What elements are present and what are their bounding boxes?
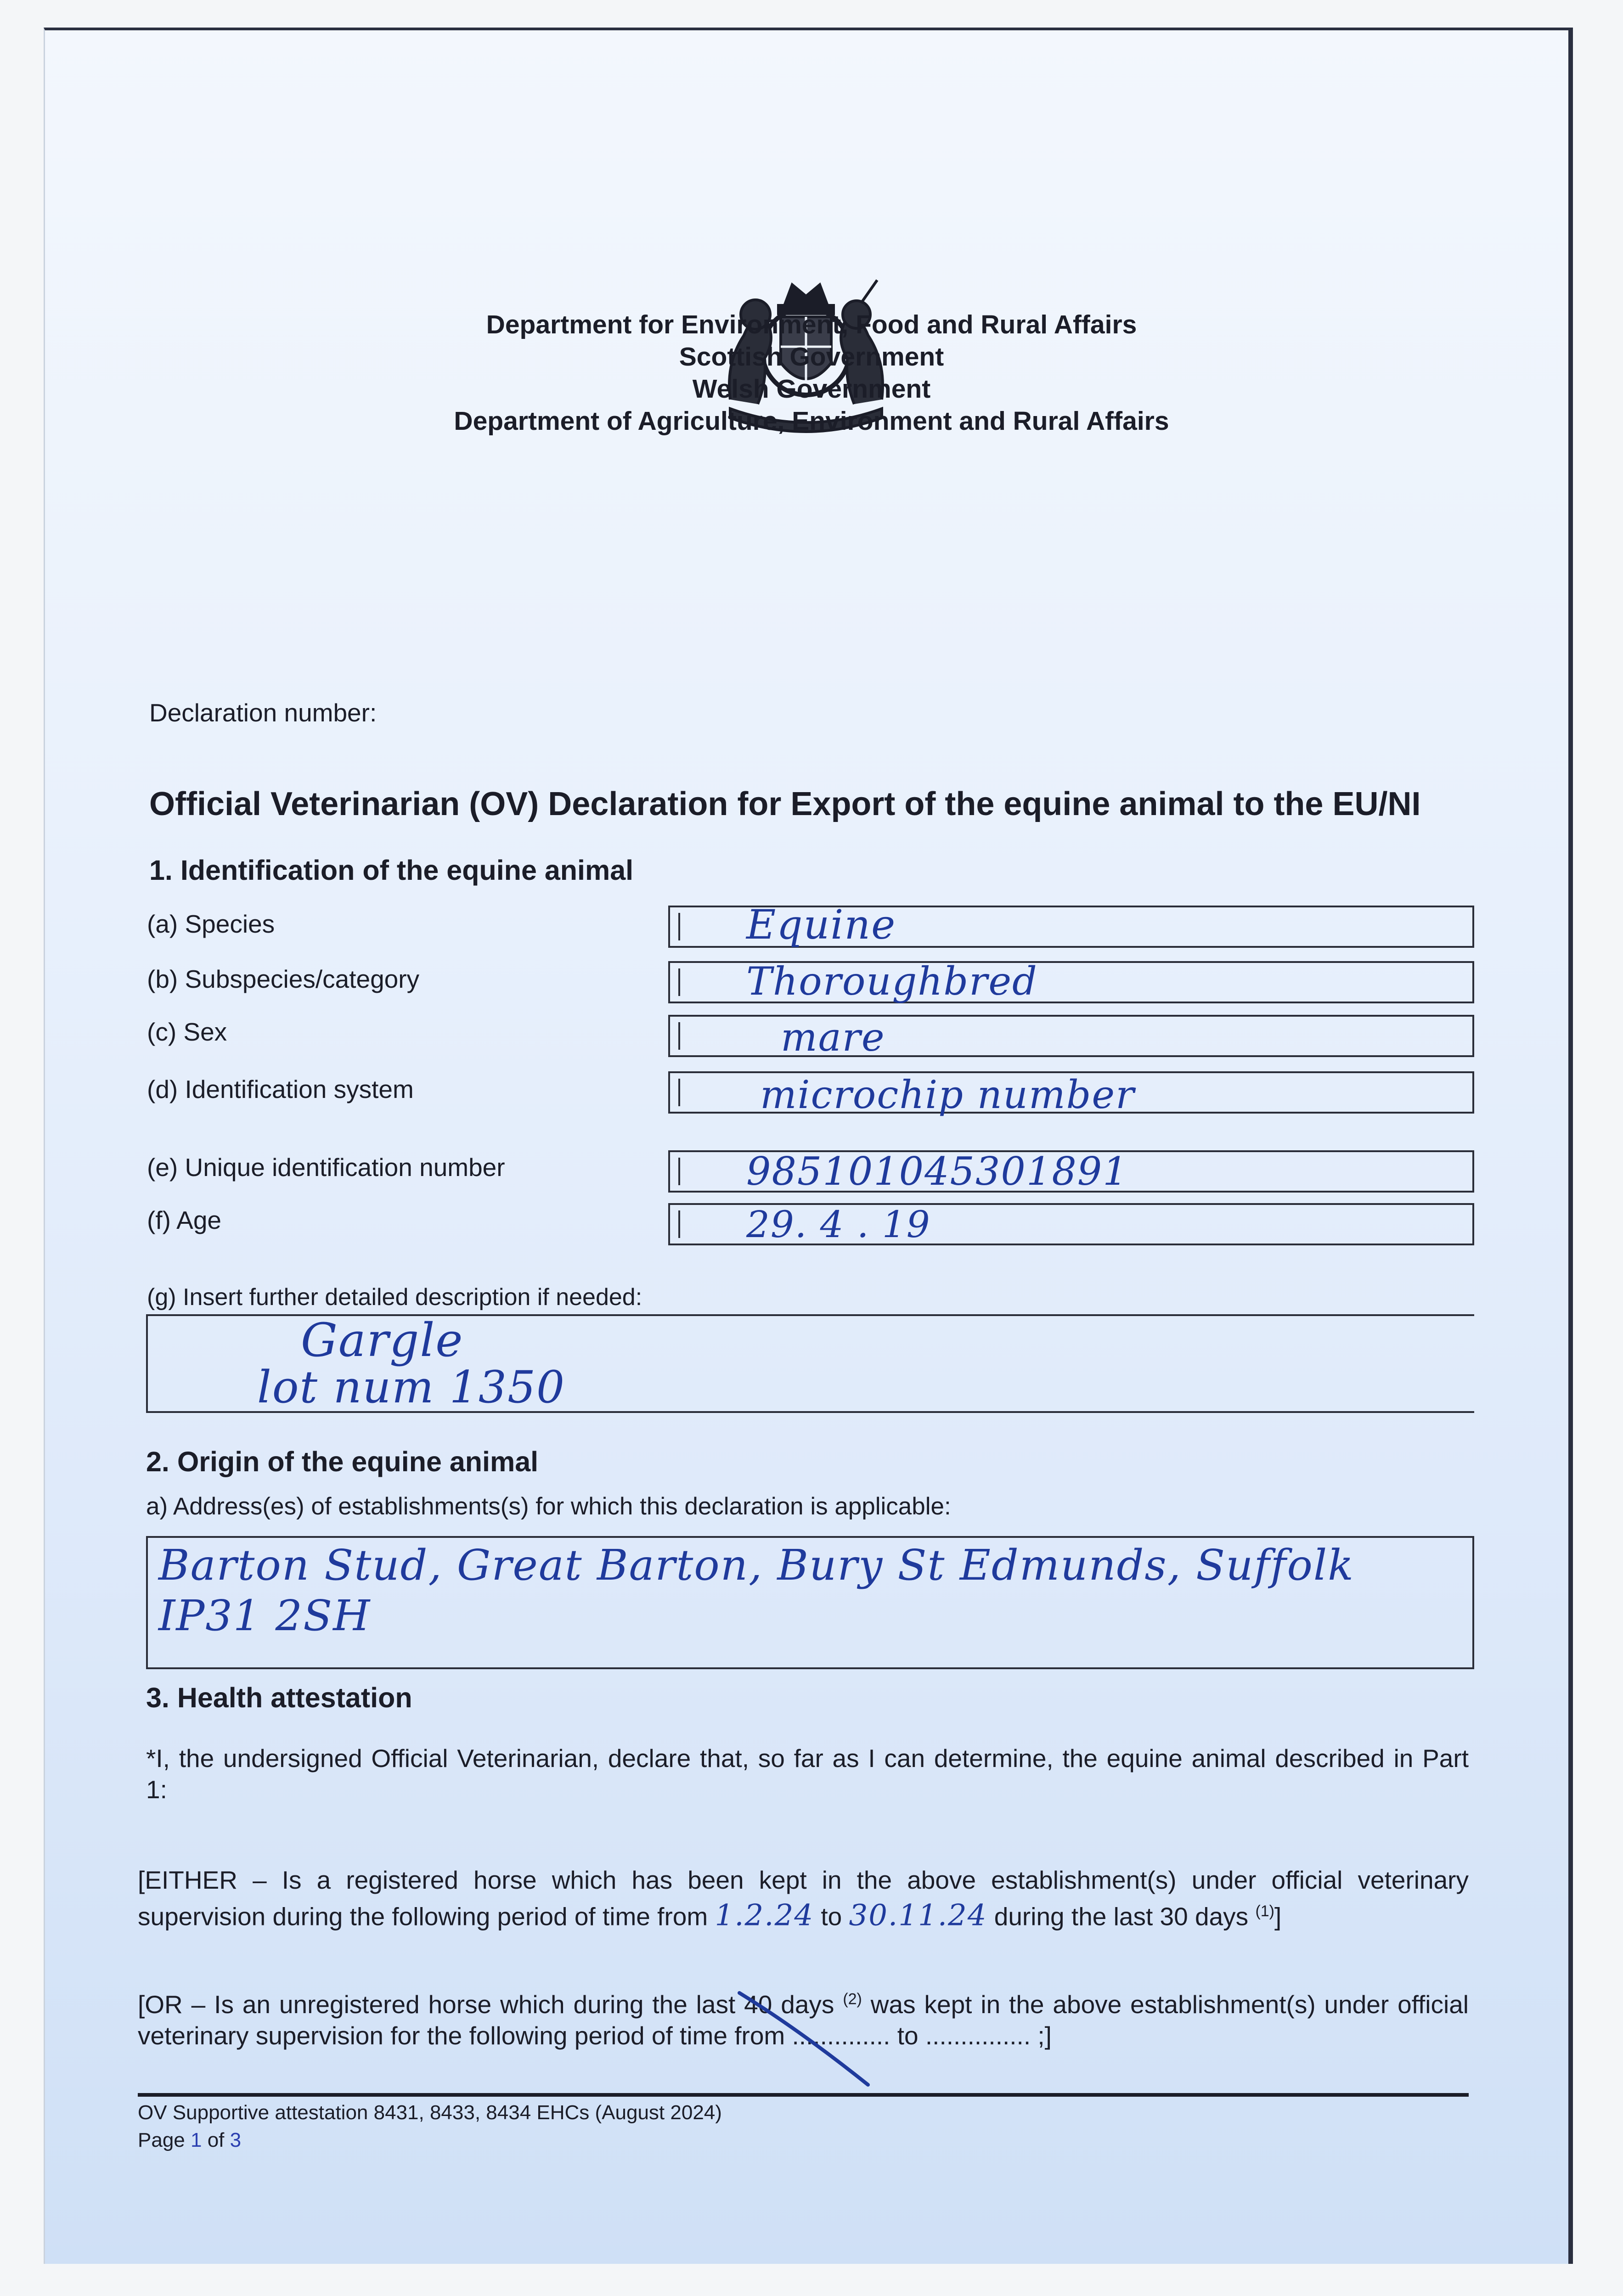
either-paragraph <box>138 1864 1469 1932</box>
species-label: (a) Species <box>147 910 275 938</box>
either-line2 <box>138 1896 1469 1932</box>
page-mid: of <box>202 2129 230 2151</box>
either-line2-text: supervision during the following period of time from <box>138 1902 708 1931</box>
footnote-1: (1) <box>1255 1902 1275 1920</box>
or-line2: veterinary supervision for the following period of time from .............. to ............... ;] <box>138 2021 1052 2050</box>
further-description-label: (g) Insert further detailed description if needed: <box>147 1284 642 1311</box>
department-welsh-government: Welsh Government <box>692 374 931 404</box>
further-description-line1: Gargle <box>301 1313 464 1367</box>
either-line1: [EITHER – Is a registered horse which has been kept in the above establishment(s) under official veterinary <box>138 1866 1469 1894</box>
either-to-word: to <box>821 1902 842 1931</box>
address-line2: IP31 2SH <box>158 1591 371 1640</box>
declaration-number-label: Declaration number: <box>149 698 377 727</box>
section3-heading: 3. Health attestation <box>146 1682 412 1713</box>
age-value: 29. 4 . 19 <box>746 1203 931 1246</box>
page-title: Official Veterinarian (OV) Declaration for Export of the equine animal to the EU/NI <box>149 786 1421 822</box>
either-line2-end: during the last 30 days <box>994 1902 1249 1931</box>
or-line1-end: was kept in the above establishment(s) under official <box>870 1990 1469 2019</box>
either-from-date: 1.2.24 <box>715 1898 814 1933</box>
strike-through-mark <box>730 1988 877 2089</box>
address-line1: Barton Stud, Great Barton, Bury St Edmunds, Suffolk <box>158 1541 1355 1590</box>
department-scottish-government: Scottish Government <box>679 342 944 371</box>
address-label: a) Address(es) of establishments(s) for which this declaration is applicable: <box>146 1493 951 1520</box>
species-value: Equine <box>746 901 896 948</box>
page-current: 1 <box>190 2129 202 2151</box>
page-prefix: Page <box>138 2129 191 2151</box>
department-defra: Department for Environment, Food and Rural Affairs <box>486 310 1137 339</box>
health-intro-line1: *I, the undersigned Official Veterinarian, declare that, so far as I can determine, the equine animal described in Part <box>146 1744 1469 1773</box>
health-intro-paragraph <box>146 1743 1469 1805</box>
page-number <box>138 2127 241 2154</box>
unique-id-value: 985101045301891 <box>746 1149 1128 1194</box>
subspecies-value: Thoroughbred <box>746 959 1038 1004</box>
department-daera: Department of Agriculture, Environment and Rural Affairs <box>454 406 1169 436</box>
identification-system-label: (d) Identification system <box>147 1075 414 1103</box>
sex-value: mare <box>781 1015 885 1060</box>
page-total: 3 <box>230 2129 242 2151</box>
further-description-line2: lot num 1350 <box>257 1362 566 1413</box>
identification-system-value: microchip number <box>760 1072 1135 1117</box>
section1-heading: 1. Identification of the equine animal <box>149 855 634 886</box>
unique-id-label: (e) Unique identification number <box>147 1153 505 1182</box>
either-bracket: ] <box>1274 1902 1282 1931</box>
age-label: (f) Age <box>147 1206 222 1234</box>
subspecies-label: (b) Subspecies/category <box>147 965 420 993</box>
footer-divider <box>138 2093 1469 2097</box>
or-line1-text: [OR – Is an unregistered horse which during the last 40 days <box>138 1990 834 2019</box>
section2-heading: 2. Origin of the equine animal <box>146 1446 539 1477</box>
either-to-date: 30.11.24 <box>849 1898 987 1933</box>
footnote-2: (2) <box>843 1991 862 2008</box>
health-intro-line2: 1: <box>146 1775 167 1804</box>
sex-label: (c) Sex <box>147 1018 227 1046</box>
footer-attestation: OV Supportive attestation 8431, 8433, 8434 EHCs (August 2024) <box>138 2101 722 2124</box>
